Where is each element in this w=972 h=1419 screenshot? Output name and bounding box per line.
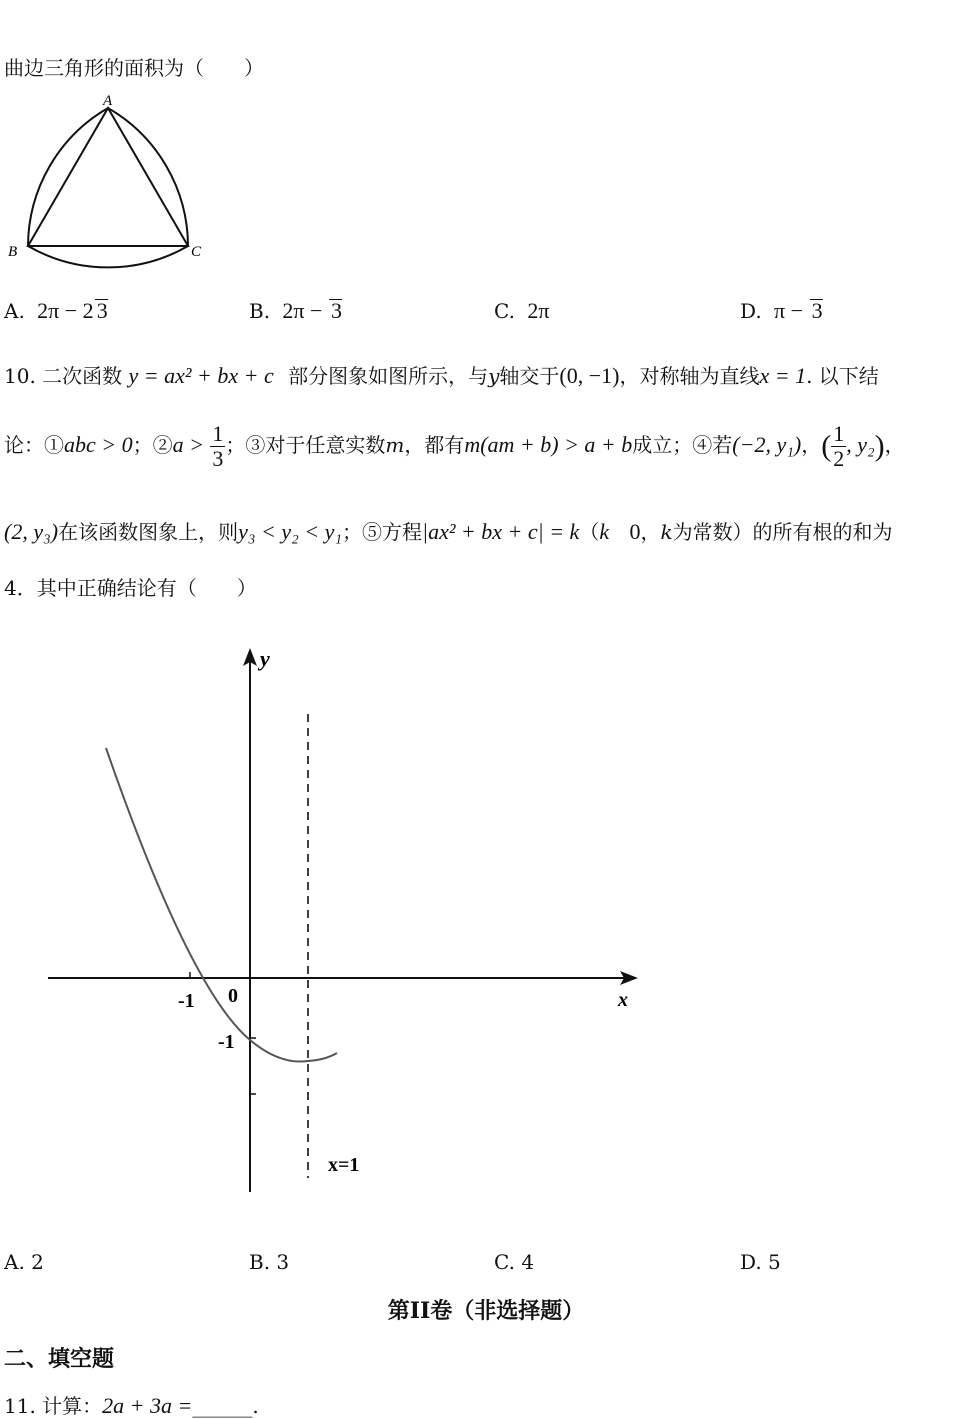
- point-3: (2, y₃): [4, 519, 59, 544]
- q9-option-a: A. 2π − 2 3: [4, 298, 108, 323]
- q10-intercept-point: (0, −1): [559, 363, 620, 388]
- q10-option-c: C. 4: [494, 1250, 535, 1274]
- q9-option-c: C. 2π: [494, 298, 550, 323]
- q9-stem-tail: 曲边三角形的面积为（ ）: [4, 56, 264, 80]
- q10-line-1: 10. 二次函数 y = ax² + bx + c 部分图象如图所示，与y轴交于(0, −1)，对称轴为直线x = 1. 以下结: [4, 363, 879, 388]
- q11-expression: 2a + 3a =: [102, 1393, 193, 1418]
- vertex-label-b: B: [8, 244, 18, 260]
- q11-answer-blank: ______: [192, 1394, 253, 1418]
- parabola-graph: [40, 640, 650, 1210]
- q10-option-b: B. 3: [249, 1250, 290, 1274]
- part-title: 第II卷（非选择题）: [387, 1298, 585, 1324]
- conclusion-5: |ax² + bx + c| = k: [422, 519, 580, 544]
- vertex-label-c: C: [191, 244, 202, 260]
- inner-triangle: [28, 108, 188, 246]
- y-tick-label: -1: [218, 1031, 235, 1053]
- q10-function: y = ax² + bx + c: [128, 363, 274, 388]
- section-heading: 二、填空题: [4, 1346, 115, 1372]
- x-tick-label: -1: [178, 990, 195, 1012]
- curved-triangle: [28, 108, 188, 267]
- fraction-one-half: $\frac{1}{2}$: [833, 421, 845, 472]
- q9-option-b: B. 2π − 3: [249, 298, 342, 323]
- conclusion-3: m(am + b) > a + b: [464, 432, 633, 458]
- origin-label: 0: [228, 985, 238, 1007]
- point-1: (−2, y₁): [732, 432, 802, 458]
- q10-option-d: D. 5: [740, 1250, 781, 1274]
- conclusion-1: abc > 0: [64, 432, 133, 458]
- reuleaux-triangle-figure: [0, 88, 215, 273]
- q9-option-d: D. π − 3: [740, 298, 823, 323]
- q10-option-a: A. 2: [4, 1250, 44, 1274]
- fraction-one-third: $\frac{1}{3}$: [212, 421, 224, 472]
- vertex-label-a: A: [103, 93, 113, 109]
- x-axis-label: x: [618, 989, 628, 1011]
- q10-line-4: 4．其中正确结论有（ ）: [4, 576, 257, 600]
- y-axis-label: y: [260, 646, 270, 671]
- parabola-curve: [106, 748, 337, 1062]
- q11-line: 11. 计算：2a + 3a =______.: [4, 1393, 259, 1418]
- symmetry-axis-label: x=1: [328, 1154, 360, 1176]
- conclusion-4: y₃ < y₂ < y₁: [238, 519, 343, 544]
- q10-line-2: 论：①abc > 0；②a > $\frac{1}{3}$ ；③对于任意实数m，都有m(am + b) > a + b成立；④若(−2, y₁)，( $\frac{1}{2}$ , y₂)，: [4, 421, 905, 472]
- q10-line-3: (2, y₃)在该函数图象上，则y₃ < y₂ < y₁；⑤方程|ax² + bx + c| = k（k 0，k为常数）的所有根的和为: [4, 519, 893, 544]
